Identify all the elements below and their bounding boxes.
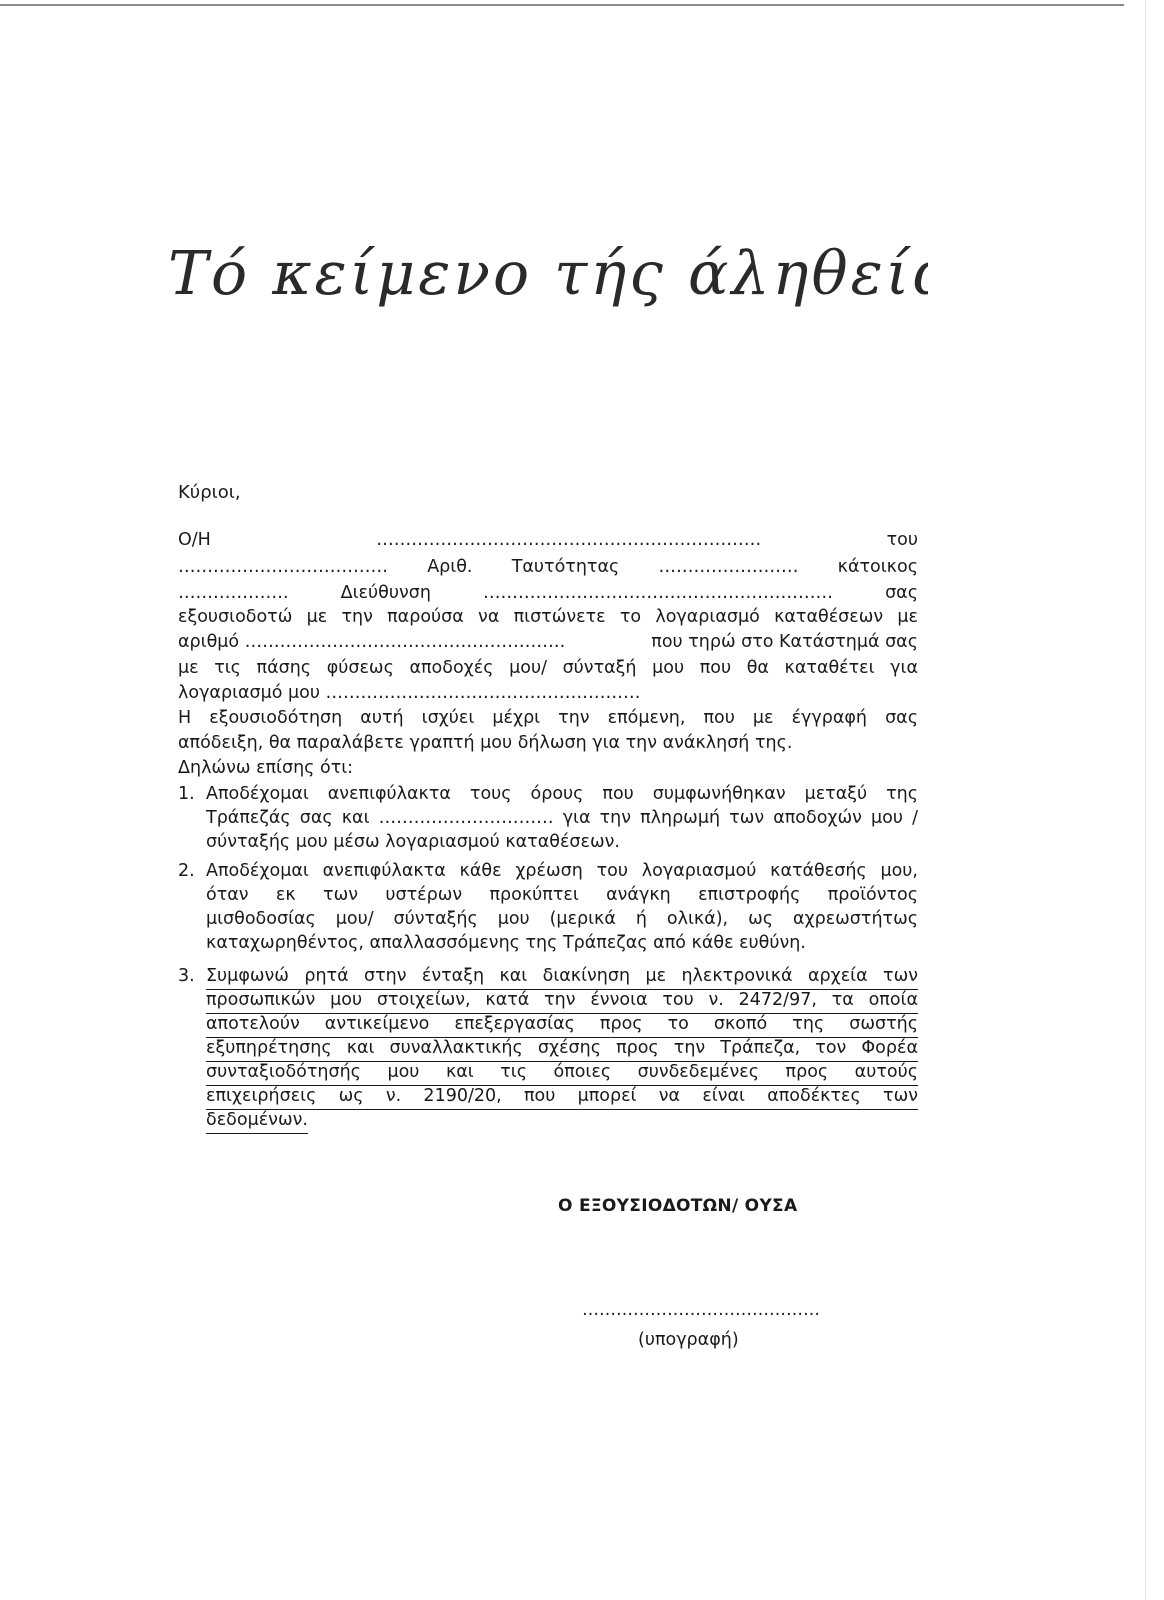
item-line (206, 1086, 918, 1110)
text: συνταξιοδότησής μου και τις όποιες συνδεδεμένες προς αυτούς (206, 1062, 918, 1082)
text: Συμφωνώ ρητά στην ένταξη και διακίνηση με ηλεκτρονικά αρχεία των (206, 966, 918, 986)
text: Ο/Η (178, 530, 211, 550)
blank-id: …………………… (658, 557, 799, 577)
body-line-2 (178, 557, 918, 581)
blank-account: αριθμό ………………………………………………. (178, 632, 566, 652)
text: Αποδέχομαι ανεπιφύλακτα κάθε χρέωση του λογαριασμού κατάθεσής μου, (206, 861, 918, 881)
item-line (206, 1038, 918, 1062)
text: μισθοδοσίας μου/ σύνταξής μου (μερικά ή ολικά), ως αχρεωστήτως (206, 909, 918, 929)
body-line-1 (178, 530, 918, 554)
text: Διεύθυνση (340, 583, 431, 603)
item-line (206, 990, 918, 1014)
item-line (206, 909, 918, 933)
text: Αριθ. (427, 557, 473, 577)
text: Ταυτότητας (511, 557, 620, 577)
text: εξουσιοδοτώ με την παρούσα να πιστώνετε το λογαριασμό καταθέσεων με (178, 607, 918, 627)
item-text (206, 966, 918, 1134)
text: δεδομένων. (206, 1110, 308, 1134)
blank-father: ……………………………… (178, 557, 388, 577)
item-line (206, 1062, 918, 1086)
text: αποτελούν αντικείμενο επεξεργασίας προς το σκοπό της σωστής (206, 1014, 918, 1034)
text: σύνταξής μου μέσω λογαριασμού καταθέσεων. (206, 832, 620, 852)
item-line (206, 784, 918, 808)
text: κάτοικος (837, 557, 918, 577)
item-line (206, 1014, 918, 1038)
signer-title: Ο ΕΞΟΥΣΙΟΔΟΤΩΝ/ ΟΥΣΑ (558, 1196, 798, 1216)
blank-residence: ………………. (178, 583, 289, 603)
scan-edge (0, 4, 1124, 6)
body-line-3 (178, 583, 918, 607)
signature-line: …………………………………… (582, 1300, 820, 1320)
body-line-6 (178, 658, 918, 682)
text: προσωπικών μου στοιχείων, κατά την έννοια του ν. 2472/97, τα οποία (206, 990, 918, 1010)
text: Τράπεζάς σας και ………………………… για την πληρωμή των αποδοχών μου / (206, 808, 918, 828)
item-line (206, 832, 918, 856)
item-line (206, 861, 918, 885)
body-line-7: λογαριασμό μου ……………………………………………… (178, 683, 641, 703)
text: Αποδέχομαι ανεπιφύλακτα τους όρους που συμφωνήθηκαν μεταξύ της (206, 784, 918, 804)
text: σας (885, 583, 918, 603)
text: Η εξουσιοδότηση αυτή ισχύει μέχρι την επόμενη, που με έγγραφή σας (178, 708, 918, 728)
signature-label: (υπογραφή) (638, 1330, 739, 1350)
item-line (206, 1110, 918, 1134)
body-line-9: απόδειξη, θα παραλάβετε γραπτή μου δήλωση για την ανάκλησή της. (178, 733, 793, 753)
scan-edge-right (1145, 0, 1146, 1600)
item-number: 1. (178, 784, 195, 804)
item-line (206, 885, 918, 909)
item-line (206, 966, 918, 990)
text: καταχωρηθέντος, απαλλασσόμενης της Τράπεζας από κάθε ευθύνη. (206, 933, 806, 953)
item-text (206, 784, 918, 856)
text: που τηρώ στο Κατάστημά σας (651, 632, 918, 652)
text: του (886, 530, 918, 550)
text: επιχειρήσεις ως ν. 2190/20, που μπορεί να είναι αποδέκτες των (206, 1086, 918, 1106)
body-line-10: Δηλώνω επίσης ότι: (178, 758, 354, 778)
blank-name: ………………………………………………………… (376, 530, 762, 550)
blank-address: …………………………………………………… (483, 583, 834, 603)
body-line-4 (178, 607, 918, 631)
text: εξυπηρέτησης και συναλλακτικής σχέσης προς την Τράπεζα, τον Φορέα (206, 1038, 918, 1058)
item-text (206, 861, 918, 957)
handwritten-title (168, 236, 928, 316)
body-line-8 (178, 708, 918, 732)
item-line (206, 808, 918, 832)
text: όταν εκ των υστέρων προκύπτει ανάγκη επιστροφής προϊόντος (206, 885, 918, 905)
handwritten-title-text: Τό κείμενο τής άληθείας (168, 239, 928, 309)
body-line-5 (178, 632, 918, 656)
item-number: 3. (178, 966, 195, 986)
item-line (206, 933, 918, 957)
item-number: 2. (178, 861, 195, 881)
text: με τις πάσης φύσεως αποδοχές μου/ σύνταξή μου που θα καταθέτει για (178, 658, 918, 678)
greeting: Κύριοι, (178, 482, 241, 503)
